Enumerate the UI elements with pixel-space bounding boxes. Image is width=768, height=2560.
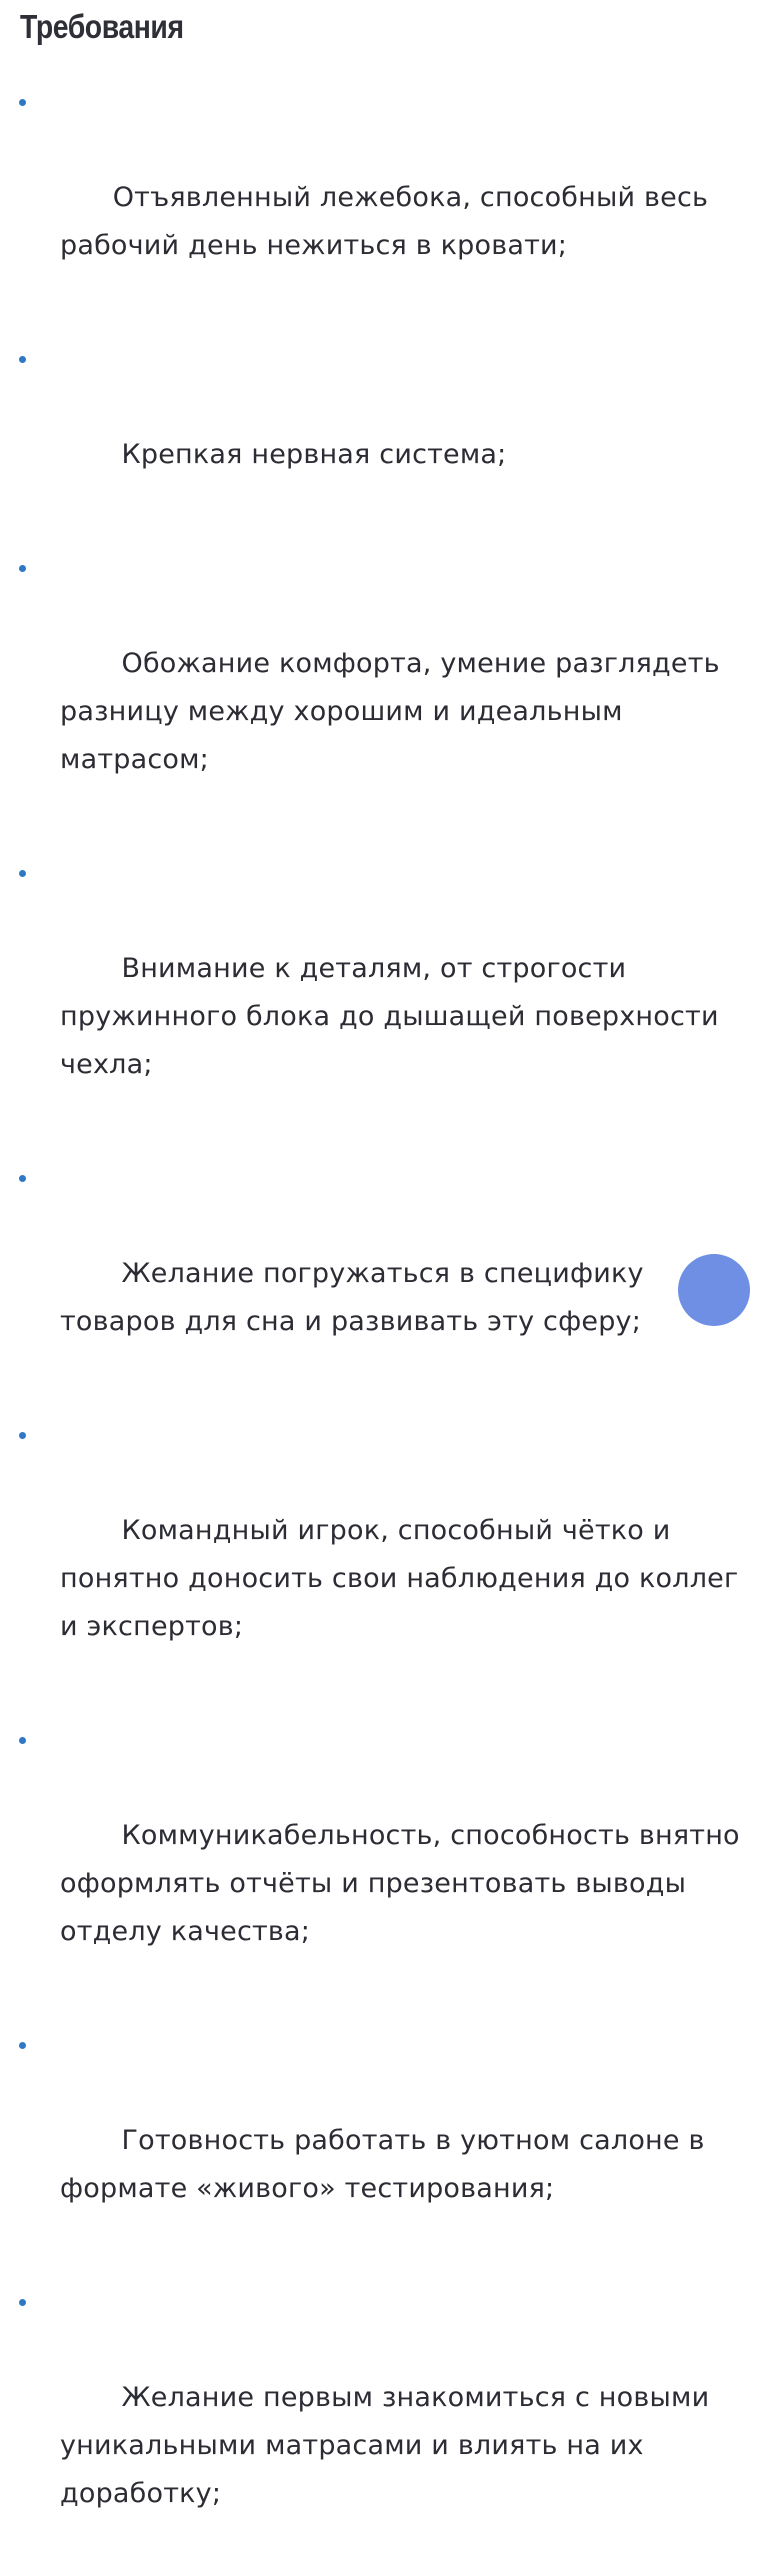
bullet-icon	[19, 1175, 26, 1182]
list-item-text: Крепкая нервная система;	[112, 439, 507, 470]
bullet-icon	[19, 1432, 26, 1439]
list-item-text: Коммуникабельность, способность внятно оформлять отчёты и презентовать выводы отделу качества;	[60, 1820, 749, 1947]
list-item	[0, 78, 768, 318]
bullet-icon	[19, 2042, 26, 2049]
list-item-text: Отъявленный лежебока, способный весь рабочий день нежиться в кровати;	[60, 182, 717, 261]
list-item	[0, 849, 768, 1137]
list-item-text: Внимание к деталям, от строгости пружинного блока до дышащей поверхности чехла;	[60, 953, 728, 1080]
section-title: Требования	[20, 8, 184, 45]
list-item-text: Желание погружаться в специфику товаров для сна и развивать эту сферу;	[60, 1258, 653, 1337]
bullet-icon	[19, 870, 26, 877]
list-item-text: Обожание комфорта, умение разглядеть разницу между хорошим и идеальным матрасом;	[60, 648, 729, 775]
list-item-text: Желание первым знакомиться с новыми уникальными матрасами и влиять на их доработку;	[60, 2382, 719, 2509]
list-item	[0, 1716, 768, 2004]
list-item	[0, 2278, 768, 2560]
requirements-list	[0, 78, 768, 2560]
list-item	[0, 2021, 768, 2261]
list-item	[0, 544, 768, 832]
bullet-icon	[19, 356, 26, 363]
list-item-text: Готовность работать в уютном салоне в формате «живого» тестирования;	[60, 2125, 714, 2204]
bullet-icon	[19, 99, 26, 106]
bullet-icon	[19, 1737, 26, 1744]
bullet-icon	[19, 2299, 26, 2306]
list-item	[0, 1411, 768, 1699]
list-item-text: Командный игрок, способный чётко и понятно доносить свои наблюдения до коллег и экспертов;	[60, 1515, 748, 1642]
list-item	[0, 1154, 768, 1394]
list-item	[0, 335, 768, 527]
bullet-icon	[19, 565, 26, 572]
chat-bubble-icon[interactable]	[678, 1254, 750, 1326]
